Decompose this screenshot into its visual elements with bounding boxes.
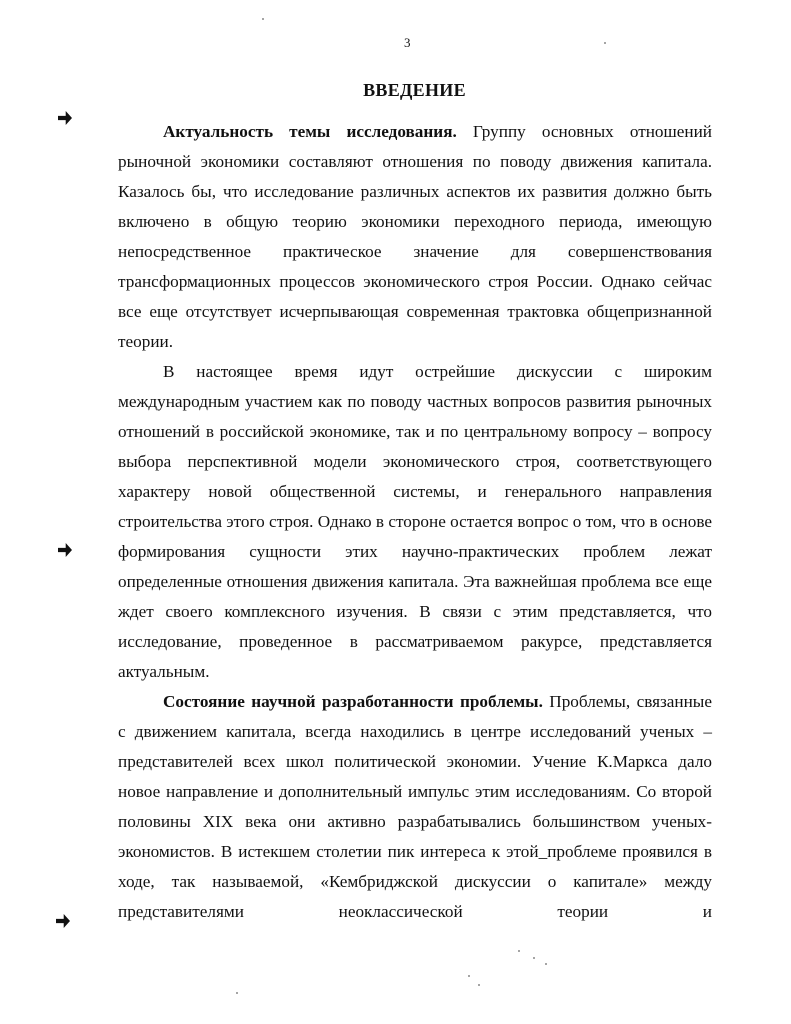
scan-speck [236,992,238,994]
page-number: 3 [404,35,411,50]
body-text [118,117,712,927]
paragraph-lead: Актуальность темы исследования. [163,122,457,141]
paragraph-lead: Состояние научной разработанности проблемы. [163,692,543,711]
scan-speck [478,984,480,986]
scan-speck [468,975,470,977]
scan-speck [604,42,606,44]
binder-arrow-icon [58,543,72,557]
paragraph-state-of-research [118,687,712,927]
paragraph-text: Группу основных отношений рыночной экономики составляют отношения по поводу движения капитала. Казалось бы, что исследование различных аспектов их развития должно быть включено в общую теорию экономики переходного периода, имеющую непосредственное практическое значение для совершенствования трансформационных процессов экономического строя России. Однако сейчас все еще отсутствует исчерпывающая современная трактовка общепризнанной теории. [118,122,712,351]
scan-speck [262,18,264,20]
scan-speck [545,963,547,965]
paragraph-relevance [118,117,712,357]
page-title: ВВЕДЕНИЕ [363,80,466,100]
scan-speck [533,957,535,959]
binder-arrow-icon [58,111,72,125]
binder-arrow-icon [56,914,70,928]
scan-speck [518,950,520,952]
paragraph-text: Проблемы, связанные с движением капитала, всегда находились в центре исследований ученых – представителей всех школ политической экономии. Учение К.Маркса дало новое направление и дополнительный импульс этим исследованиям. Со второй половины XIX века они активно разрабатывались большинством ученых-экономистов. В истекшем столетии пик интереса к этой_проблеме проявился в ходе, так называемой, «Кембриджской дискуссии о капитале» между представителями неоклассической теории и [118,692,712,921]
paragraph-discussions: В настоящее время идут острейшие дискуссии с широким международным участием как по поводу частных вопросов развития рыночных отношений в российской экономике, так и по центральному вопросу – вопросу выбора перспективной модели экономического строя, соответствующего характеру новой общественной системы, и генерального направления строительства этого строя. Однако в стороне остается вопрос о том, что в основе формирования сущности этих научно-практических проблем лежат определенные отношения движения капитала. Эта важнейшая проблема все еще ждет своего комплексного изучения. В связи с этим представляется, что исследование, проведенное в рассматриваемом ракурсе, представляется актуальным. [118,362,712,681]
